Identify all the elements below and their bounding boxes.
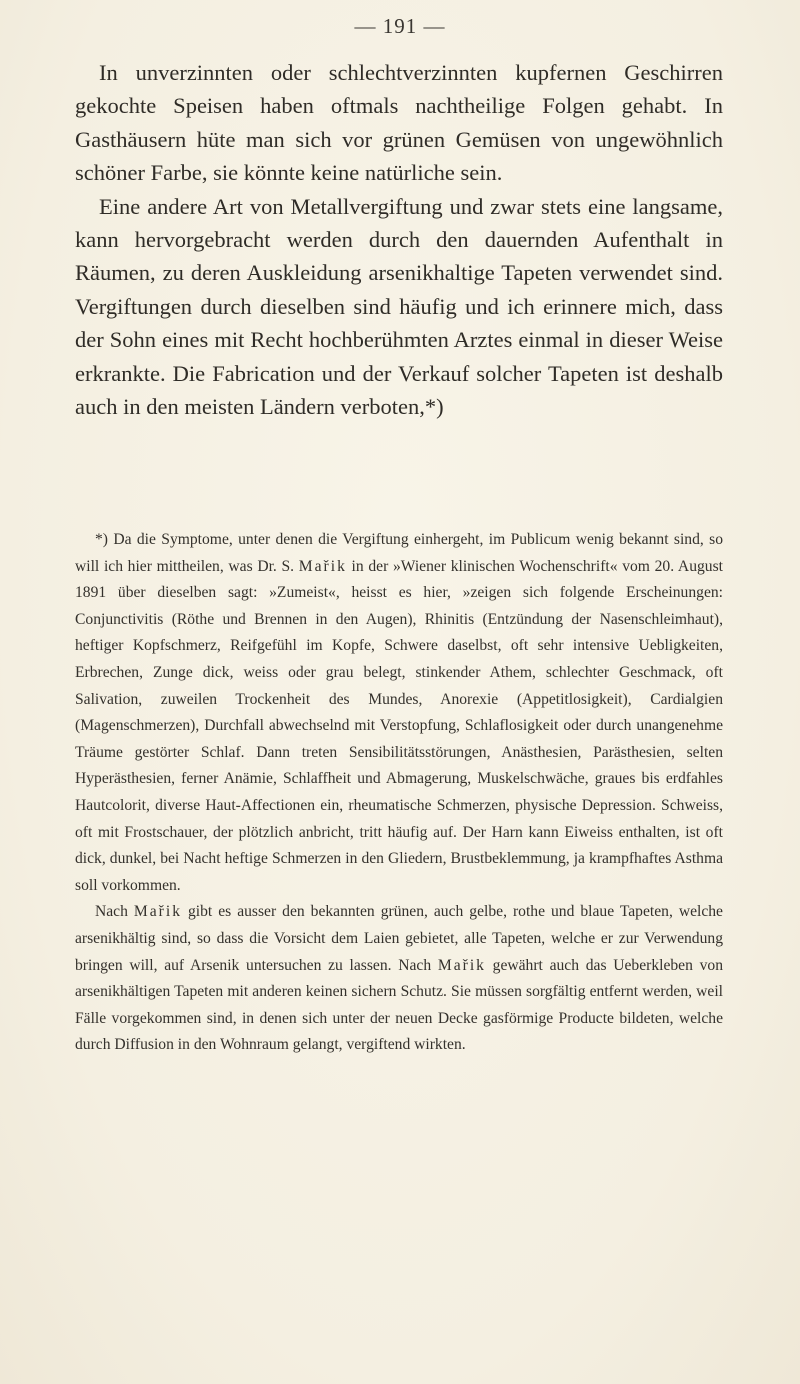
footnote-text: gewährt auch das Ueberkleben von arsenikhältigen Tapeten mit anderen keinen sichern Schutz. Sie müssen sorgfältig entfernt werden, weil Fälle vorgekommen sind, in denen sich unter der neuen Decke gasförmige Producte bildeten, welche durch Diffusion in den Wohnraum gelangt, vergiftend wirkten. [75, 956, 723, 1054]
author-name: Mařik [437, 956, 486, 974]
page-number: — 191 — [354, 14, 446, 38]
paragraph-2: Eine andere Art von Metallvergiftung und zwar stets eine langsame, kann hervorgebracht werden durch den dauernden Aufenthalt in Räumen, zu deren Auskleidung arsenikhaltige Tapeten verwendet sind. Vergiftungen durch dieselben sind häufig und ich erinnere mich, dass der Sohn eines mit Recht hochberühmten Arztes einmal in dieser Weise erkrankte. Die Fabrication und der Verkauf solcher Tapeten ist deshalb auch in den meisten Ländern verboten,*) [75, 193, 723, 420]
footnote-text: in der »Wiener klinischen Wochenschrift« vom 20. August 1891 über dieselben sagt: »Zumeist«, heisst es hier, »zeigen sich folgende Erscheinungen: Conjunctivitis (Röthe und Brennen in den Augen), Rhinitis (Entzündung der Nasenschleimhaut), heftiger Kopfschmerz, Reifgefühl im Kopfe, Schwere daselbst, oft sehr intensive Uebligkeiten, Erbrechen, Zunge dick, weiss oder grau belegt, stinkender Athem, schlechter Geschmack, oft Salivation, zuweilen Trockenheit des Mundes, Anorexie (Appetitlosigkeit), Cardialgien (Magenschmerzen), Durchfall abwechselnd mit Verstopfung, Schlaflosigkeit oder durch unangenehme Träume gestörter Schlaf. Dann treten Sensibilitätsstörungen, Anästhesien, Parästhesien, selten Hyperästhesien, ferner Anämie, Schlaffheit und Abmagerung, Muskelschwäche, graues bis erdfahles Hautcolorit, diverse Haut-Affectionen ein, rheumatische Schmerzen, physische Depression. Schweiss, oft mit Frostschauer, der plötzlich anbricht, tritt häufig auf. Der Harn kann Eiweiss enthalten, ist oft dick, dunkel, bei Nacht heftige Schmerzen in den Gliedern, Brustbeklemmung, ja krampfhaftes Asthma soll vorkommen. [75, 557, 723, 894]
author-name: Mařik [133, 903, 182, 921]
footnote-text: *) Da die Symptome, unter denen die Vergiftung einhergeht, im Publicum wenig bekannt sind, so will ich hier mittheilen, was Dr. S. [75, 531, 723, 575]
main-text-body [75, 56, 723, 423]
paragraph-1: In unverzinnten oder schlechtverzinnten kupfernen Geschirren gekochte Speisen haben oftmals nachtheilige Folgen gehabt. In Gasthäusern hüte man sich vor grünen Gemüsen von ungewöhnlich schöner Farbe, sie könnte keine natürliche sein. [75, 60, 723, 186]
footnote-text: gibt es ausser den bekannten grünen, auch gelbe, rothe und blaue Tapeten, welche arsenikhältig sind, so dass die Vorsicht dem Laien gebietet, alle Tapeten, welche er zur Verwendung bringen will, auf Arsenik untersuchen zu lassen. Nach [75, 903, 723, 974]
footnote-text: Nach [95, 903, 134, 921]
footnote-paragraph-1 [75, 527, 723, 899]
footnote [75, 527, 723, 1059]
footnote-paragraph-2 [75, 899, 723, 1059]
author-name: Mařik [298, 557, 347, 575]
